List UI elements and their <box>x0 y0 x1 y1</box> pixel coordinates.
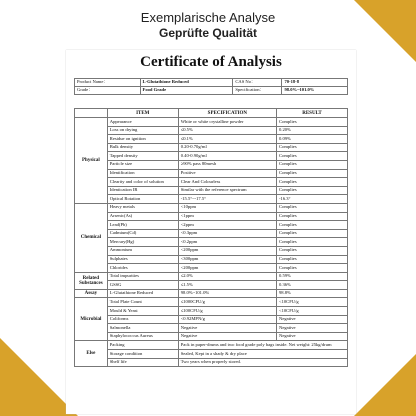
table-row <box>75 229 348 238</box>
item-cell: Arsenic(As) <box>107 212 178 221</box>
item-cell: Appearance <box>107 118 178 127</box>
specification-cell: ≤0.1% <box>178 135 276 144</box>
result-cell: Negative <box>277 324 348 333</box>
result-cell: Complies <box>277 264 348 273</box>
result-cell: <10CFU/g <box>277 307 348 316</box>
item-cell: Ammonium <box>107 246 178 255</box>
specification-cell: Negative <box>178 332 276 341</box>
result-cell: Complies <box>277 186 348 195</box>
item-cell: Residue on ignition <box>107 135 178 144</box>
item-cell: Particle size <box>107 160 178 169</box>
table-row <box>75 332 348 341</box>
table-row <box>75 350 348 359</box>
group-label: Chemical <box>75 203 108 272</box>
item-cell: Packing <box>107 341 178 350</box>
result-cell: 0.36% <box>277 281 348 290</box>
item-cell: Storage condition <box>107 350 178 359</box>
item-cell: Mercury(Hg) <box>107 238 178 247</box>
item-cell: Chlorides <box>107 264 178 273</box>
group-column-header <box>75 109 108 118</box>
table-row <box>75 315 348 324</box>
item-cell: Optical Rotation <box>107 195 178 204</box>
item-cell: Bulk density <box>107 143 178 152</box>
result-cell: Complies <box>277 160 348 169</box>
specification-cell: 0.40-0.90g/ml <box>178 152 276 161</box>
item-cell: Cadmium(Cd) <box>107 229 178 238</box>
result-cell: 0.09% <box>277 135 348 144</box>
group-label: Else <box>75 341 108 367</box>
table-row <box>75 126 348 135</box>
item-cell: Sulphates <box>107 255 178 264</box>
result-column-header: RESULT <box>277 109 348 118</box>
product-name-value: L-Glutathione Reduced <box>140 79 233 87</box>
item-cell: Identication IR <box>107 186 178 195</box>
table-row <box>75 255 348 264</box>
result-cell: Complies <box>277 212 348 221</box>
result-cell: Complies <box>277 203 348 212</box>
grade-label: Grade： <box>75 87 141 95</box>
table-row <box>75 307 348 316</box>
group-label: Assay <box>75 289 108 298</box>
item-column-header: ITEM <box>107 109 178 118</box>
table-row <box>75 289 348 298</box>
group-label: Physical <box>75 118 108 204</box>
table-row <box>75 212 348 221</box>
specification-cell: Pack in paper-drums and two food grade poly bags inside. Net weight: 25kg/drum <box>178 341 347 350</box>
specification-cell: ≤1000CFU/g <box>178 298 276 307</box>
table-row <box>75 135 348 144</box>
result-cell: Complies <box>277 246 348 255</box>
result-cell: Complies <box>277 169 348 178</box>
table-row <box>75 152 348 161</box>
cas-value: 70-18-8 <box>282 79 348 87</box>
group-label: Related Substances <box>75 272 108 289</box>
specification-cell: ≤0.5% <box>178 126 276 135</box>
specification-cell: ≤1.5% <box>178 281 276 290</box>
table-row <box>75 169 348 178</box>
specification-cell: White or white crystalline powder <box>178 118 276 127</box>
result-cell: Complies <box>277 238 348 247</box>
specification-cell: Negative <box>178 324 276 333</box>
table-row <box>75 143 348 152</box>
item-cell: Loss on drying <box>107 126 178 135</box>
item-cell: Total impurities <box>107 272 178 281</box>
document-title: Certificate of Analysis <box>140 54 282 70</box>
item-cell: Staphylococcus Aureus <box>107 332 178 341</box>
header-line-1: Exemplarische Analyse <box>140 10 276 25</box>
result-cell: Complies <box>277 178 348 187</box>
table-row <box>75 178 348 187</box>
specification-value: 98.0%~101.0% <box>282 87 348 95</box>
result-cell: 0.20% <box>277 126 348 135</box>
product-info-table <box>74 78 348 95</box>
item-cell: Heavy metals <box>107 203 178 212</box>
table-row <box>75 246 348 255</box>
result-cell: Complies <box>277 255 348 264</box>
specification-cell: 0.20-0.70g/ml <box>178 143 276 152</box>
result-cell: Complies <box>277 221 348 230</box>
item-cell: Lead(Pb) <box>107 221 178 230</box>
table-row <box>75 195 348 204</box>
result-cell: Complies <box>277 143 348 152</box>
certificate-document <box>66 50 356 414</box>
specification-cell: Similar with the reference spectrum <box>178 186 276 195</box>
table-row <box>75 160 348 169</box>
item-cell: Mould & Yeast <box>107 307 178 316</box>
cas-label: CAS No： <box>233 79 282 87</box>
item-cell: Clearity and color of solution <box>107 178 178 187</box>
specification-column-header: SPECIFICATION <box>178 109 276 118</box>
result-cell: Negative <box>277 332 348 341</box>
header-line-2: Geprüfte Qualität <box>158 26 257 40</box>
result-cell: Complies <box>277 152 348 161</box>
specification-cell: 98.0%~101.0% <box>178 289 276 298</box>
table-row <box>75 272 348 281</box>
analysis-table <box>74 108 348 367</box>
item-cell: Shelf life <box>107 358 178 367</box>
specification-cell: Sealed, Kept in a shady & dry place <box>178 350 347 359</box>
item-cell: Identification <box>107 169 178 178</box>
table-row <box>75 118 348 127</box>
item-cell: Total Plate Count <box>107 298 178 307</box>
result-cell: Complies <box>277 229 348 238</box>
result-cell: 98.8% <box>277 289 348 298</box>
specification-cell: <1ppm <box>178 212 276 221</box>
item-cell: L-Glutathione Reduced <box>107 289 178 298</box>
specification-cell: <0.92MPN/g <box>178 315 276 324</box>
table-row <box>75 264 348 273</box>
specification-cell: <200ppm <box>178 264 276 273</box>
item-cell: Coliforms <box>107 315 178 324</box>
specification-cell: <200ppm <box>178 246 276 255</box>
table-row <box>75 324 348 333</box>
table-row <box>75 203 348 212</box>
product-name-label: Product Name： <box>75 79 141 87</box>
table-row <box>75 298 348 307</box>
specification-label: Specification： <box>233 87 282 95</box>
specification-cell: Two years when properly stored. <box>178 358 347 367</box>
specification-cell: ≤100CFU/g <box>178 307 276 316</box>
item-cell: GSSG <box>107 281 178 290</box>
result-cell: Complies <box>277 118 348 127</box>
specification-cell: ≤2.0% <box>178 272 276 281</box>
table-row <box>75 221 348 230</box>
gold-corner-decoration <box>354 354 416 416</box>
specification-cell: Positive <box>178 169 276 178</box>
item-cell: Salmonella <box>107 324 178 333</box>
specification-cell: <10ppm <box>178 203 276 212</box>
item-cell: Tapped density <box>107 152 178 161</box>
specification-cell: Clear And Colourless <box>178 178 276 187</box>
table-row <box>75 186 348 195</box>
specification-cell: <0.3ppm <box>178 229 276 238</box>
specification-cell: <2ppm <box>178 221 276 230</box>
table-row <box>75 341 348 350</box>
table-row <box>75 281 348 290</box>
result-cell: -16.3° <box>277 195 348 204</box>
result-cell: Negative <box>277 315 348 324</box>
result-cell: 0.59% <box>277 272 348 281</box>
specification-cell: ≥90% pass 80mesh <box>178 160 276 169</box>
result-cell: <10CFU/g <box>277 298 348 307</box>
specification-cell: <0.2ppm <box>178 238 276 247</box>
group-label: Microbial <box>75 298 108 341</box>
table-row <box>75 238 348 247</box>
grade-value: Food Grade <box>140 87 233 95</box>
specification-cell: <300ppm <box>178 255 276 264</box>
table-row <box>75 358 348 367</box>
specification-cell: -15.5°~-17.5° <box>178 195 276 204</box>
